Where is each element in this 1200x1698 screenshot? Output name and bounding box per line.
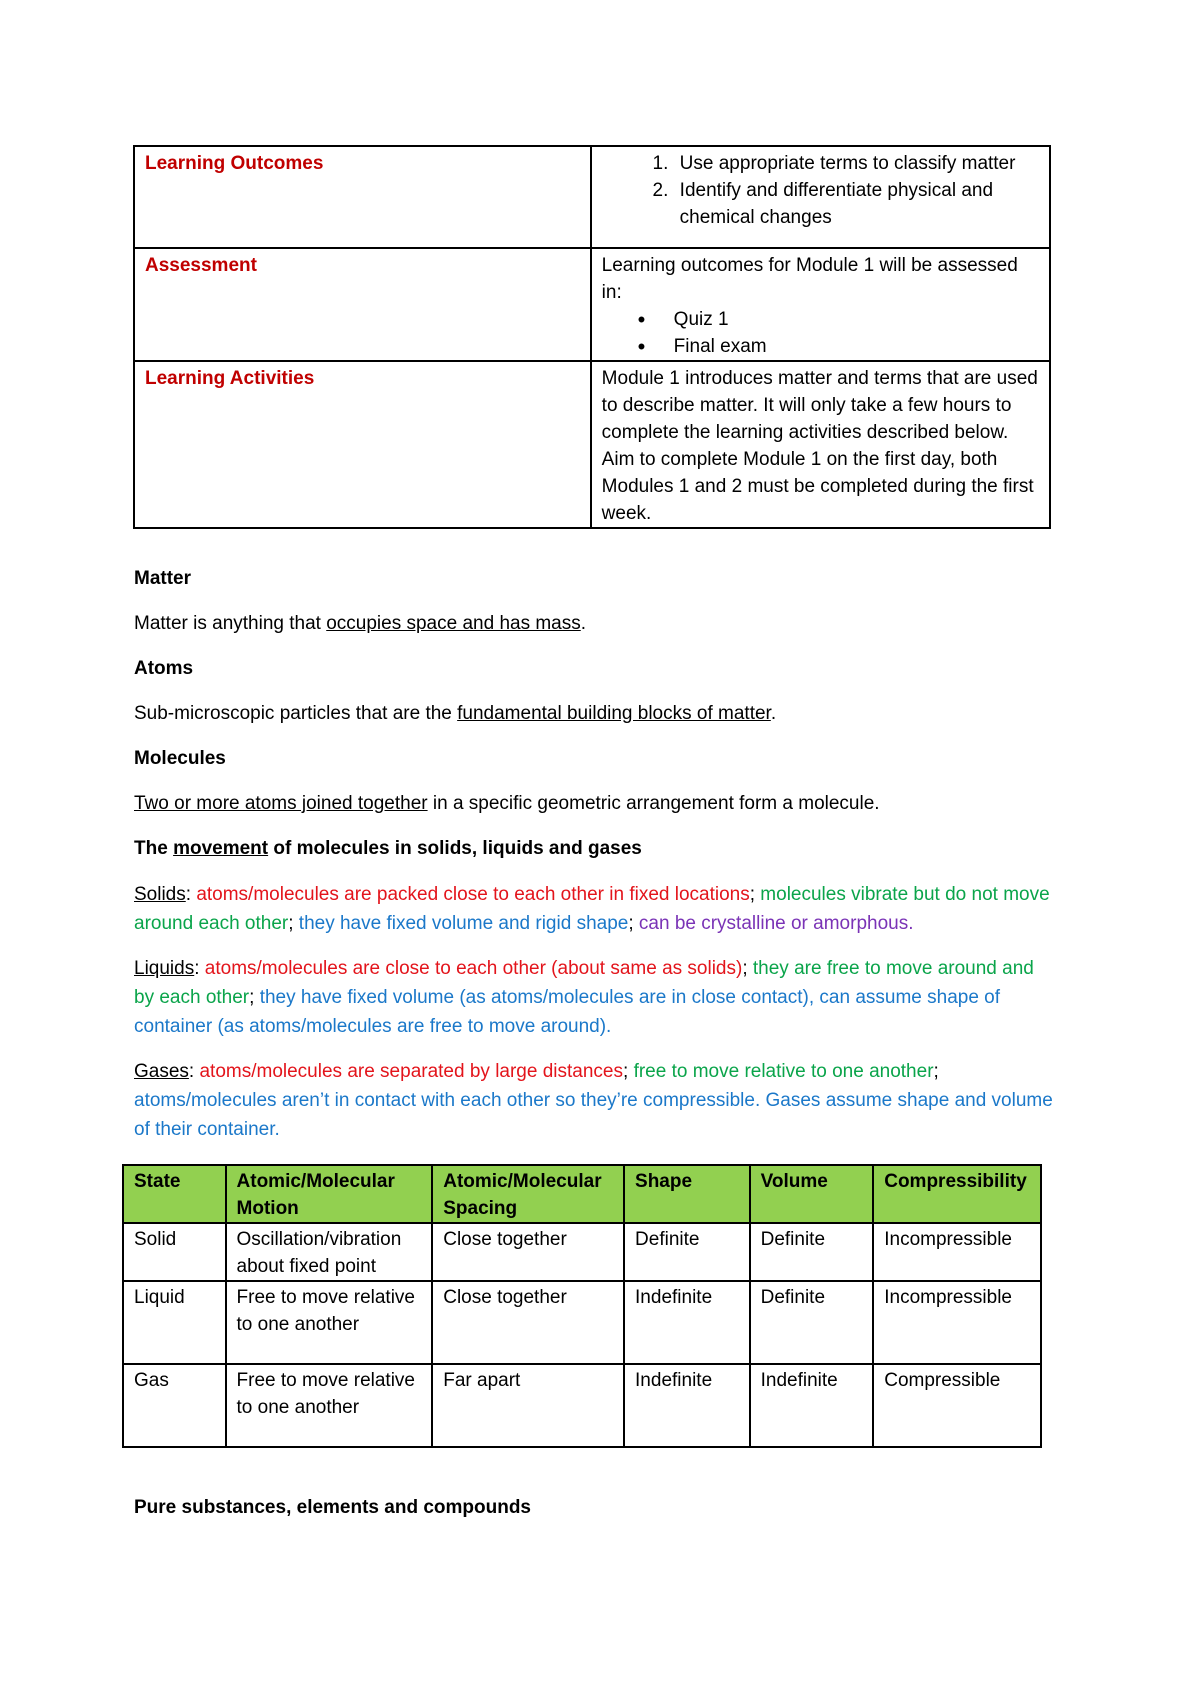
- assessment-intro: Learning outcomes for Module 1 will be assessed in:: [601, 255, 1018, 303]
- table-row: [123, 1223, 1041, 1281]
- outcomes-list: [602, 150, 1039, 231]
- table-row: [134, 146, 1050, 248]
- molecules-definition: Two or more atoms joined together in a specific geometric arrangement form a molecule.: [134, 793, 880, 814]
- column-header: Atomic/Molecular Motion: [226, 1165, 433, 1223]
- list-item: 1. Use appropriate terms to classify matter: [674, 150, 1039, 177]
- column-header: Compressibility: [873, 1165, 1041, 1223]
- underlined-text: Two or more atoms joined together: [134, 793, 428, 814]
- assessment-list: [602, 306, 1039, 360]
- solids-paragraph: Solids: atoms/molecules are packed close to each other in fixed locations; molecules vibrate but do not move around each other; they have fixed volume and rigid shape; can be crystalline or amorphous.: [134, 884, 1050, 934]
- matter-heading: Matter: [134, 568, 192, 589]
- table-row: [123, 1364, 1041, 1447]
- column-header: Volume: [750, 1165, 874, 1223]
- table-cell: Incompressible: [873, 1281, 1041, 1364]
- table-cell: Indefinite: [624, 1281, 750, 1364]
- table-cell: Free to move relative to one another: [226, 1364, 433, 1447]
- table-cell: Definite: [750, 1281, 874, 1364]
- gases-paragraph: Gases: atoms/molecules are separated by large distances; free to move relative to one another; atoms/molecules aren’t in contact with each other so they’re compressible. Gases assume shape and volume of their container.: [134, 1061, 1053, 1140]
- matter-definition: Matter is anything that occupies space and has mass.: [134, 613, 587, 634]
- table-cell: Gas: [123, 1364, 226, 1447]
- liquids-label: Liquids: [134, 958, 195, 979]
- underlined-text: occupies space and has mass: [326, 613, 581, 634]
- outcomes-label: Learning Outcomes: [134, 146, 591, 248]
- table-cell: Close together: [432, 1281, 624, 1364]
- document-page: [134, 145, 1054, 1521]
- movement-heading: The movement of molecules in solids, liquids and gases: [134, 838, 642, 859]
- table-cell: Solid: [123, 1223, 226, 1281]
- list-item: • Final exam: [674, 333, 1039, 360]
- column-header: Shape: [624, 1165, 750, 1223]
- table-row: [134, 361, 1050, 528]
- table-cell: Incompressible: [873, 1223, 1041, 1281]
- activities-label: Learning Activities: [134, 361, 591, 528]
- solids-label: Solids: [134, 884, 186, 905]
- learning-info-table: [133, 145, 1051, 529]
- assessment-label: Assessment: [134, 248, 591, 361]
- table-cell: Close together: [432, 1223, 624, 1281]
- table-cell: Liquid: [123, 1281, 226, 1364]
- liquids-paragraph: Liquids: atoms/molecules are close to each other (about same as solids); they are free to move around and by each other; they have fixed volume (as atoms/molecules are in close contact), can assume shape of container (as atoms/molecules are free to move around).: [134, 958, 1034, 1037]
- underlined-text: movement: [173, 838, 269, 859]
- table-row: [134, 248, 1050, 361]
- table-cell: Definite: [750, 1223, 874, 1281]
- pure-substances-heading: Pure substances, elements and compounds: [134, 1497, 531, 1518]
- list-item: • Quiz 1: [674, 306, 1039, 333]
- table-cell: Definite: [624, 1223, 750, 1281]
- table-cell: Oscillation/vibration about fixed point: [226, 1223, 433, 1281]
- assessment-cell: [591, 248, 1050, 361]
- underlined-text: fundamental building blocks of matter: [457, 703, 771, 724]
- atoms-heading: Atoms: [134, 658, 194, 679]
- column-header: Atomic/Molecular Spacing: [432, 1165, 624, 1223]
- table-cell: Indefinite: [624, 1364, 750, 1447]
- table-cell: Far apart: [432, 1364, 624, 1447]
- table-cell: Compressible: [873, 1364, 1041, 1447]
- activities-text: Module 1 introduces matter and terms that are used to describe matter. It will only take a few hours to complete the learning activities described below. Aim to complete Module 1 on the first day, both Modules 1 and 2 must be completed during the first week.: [591, 361, 1050, 528]
- outcomes-cell: [591, 146, 1050, 248]
- gases-label: Gases: [134, 1061, 189, 1082]
- column-header: State: [123, 1165, 226, 1223]
- list-item: 2. Identify and differentiate physical and chemical changes: [674, 177, 1039, 231]
- states-of-matter-table: [122, 1164, 1042, 1448]
- table-cell: Indefinite: [750, 1364, 874, 1447]
- atoms-definition: Sub-microscopic particles that are the fundamental building blocks of matter.: [134, 703, 777, 724]
- table-cell: Free to move relative to one another: [226, 1281, 433, 1364]
- table-header-row: [123, 1165, 1041, 1223]
- table-row: [123, 1281, 1041, 1364]
- molecules-heading: Molecules: [134, 748, 226, 769]
